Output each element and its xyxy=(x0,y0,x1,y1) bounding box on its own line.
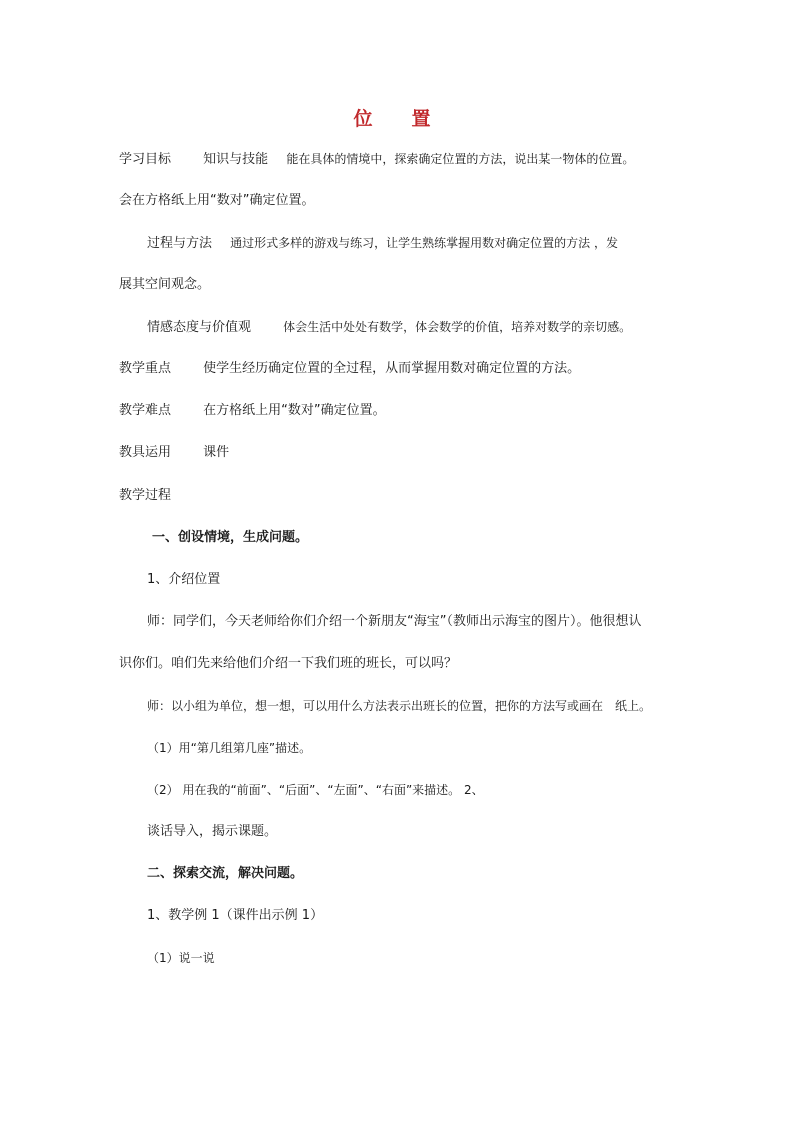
section1-sub1: （1）用“第几组第几座”描述。 xyxy=(147,741,312,755)
section2-heading: 二、探索交流，解决问题。 xyxy=(147,866,304,881)
section1-paragraph3: 谈话导入，揭示课题。 xyxy=(147,824,278,839)
section1-paragraph1-line2: 识你们。咱们先来给他们介绍一下我们班的班长，可以吗？ xyxy=(119,656,458,671)
knowledge-text: 能在具体的情境中，探索确定位置的方法，说出某一物体的位置。 xyxy=(286,152,635,166)
process-text: 通过形式多样的游戏与练习，让学生熟练掌握用数对确定位置的方法 ，发 xyxy=(230,236,618,250)
key-point-line xyxy=(119,361,580,377)
section1-item1: 1、介绍位置 xyxy=(147,572,221,587)
tools-line xyxy=(119,445,229,461)
section1-sub2: （2） 用在我的“前面”、“后面”、“左面”、“右面”来描述。 2、 xyxy=(147,783,484,797)
key-point-text: 使学生经历确定位置的全过程，从而掌握用数对确定位置的方法。 xyxy=(203,361,581,376)
goals-label: 学习目标 xyxy=(119,152,172,167)
process-label: 过程与方法 xyxy=(147,236,213,251)
key-point-label: 教学重点 xyxy=(119,361,172,376)
process-text-cont: 展其空间观念。 xyxy=(119,277,211,292)
knowledge-label: 知识与技能 xyxy=(203,152,269,167)
attitude-text: 体会生活中处处有数学，体会数学的价值，培养对数学的亲切感。 xyxy=(283,320,632,334)
goals-line xyxy=(119,151,634,168)
process-heading: 教学过程 xyxy=(119,488,172,503)
section2-sub1: （1）说一说 xyxy=(147,951,215,965)
attitude-label: 情感态度与价值观 xyxy=(147,320,252,335)
section1-paragraph2: 师：以小组为单位，想一想，可以用什么方法表示出班长的位置，把你的方法写或画在 纸上。 xyxy=(147,699,652,713)
page-title: 位 置 xyxy=(353,108,441,130)
section2-item1: 1、教学例 1（课件出示例 1） xyxy=(147,908,324,923)
difficulty-label: 教学难点 xyxy=(119,403,172,418)
attitude-line xyxy=(147,319,631,336)
knowledge-text-cont: 会在方格纸上用“数对”确定位置。 xyxy=(119,193,315,208)
section1-paragraph1-line1: 师：同学们，今天老师给你们介绍一个新朋友“海宝”（教师出示海宝的图片）。他很想认 xyxy=(147,614,642,629)
tools-text: 课件 xyxy=(203,445,230,460)
section1-heading: 一、创设情境，生成问题。 xyxy=(152,530,309,545)
difficulty-line xyxy=(119,403,386,419)
process-line xyxy=(147,235,618,252)
tools-label: 教具运用 xyxy=(119,445,172,460)
difficulty-text: 在方格纸上用“数对”确定位置。 xyxy=(203,403,386,418)
